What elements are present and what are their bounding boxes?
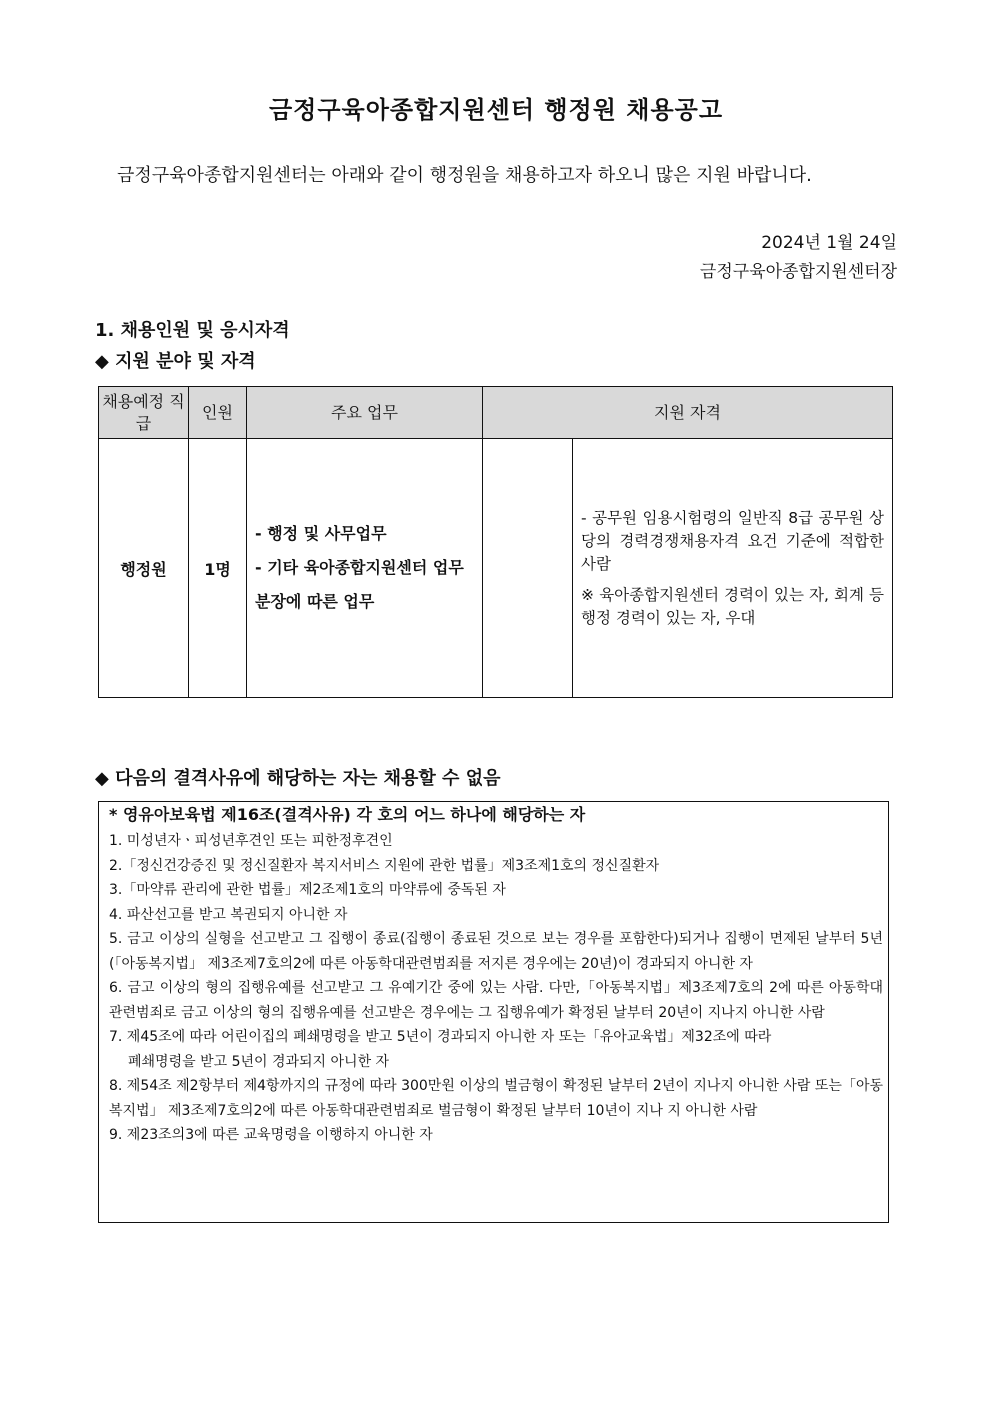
page-title: 금정구육아종합지원센터 행정원 채용공고 [268, 96, 724, 124]
cell-blank [483, 439, 573, 698]
qualification-text: - 공무원 임용시험령의 일반직 8급 공무원 상당의 경력경쟁채용자격 요건 기준에 적합한 사람 [581, 508, 884, 573]
announcement-date: 2024년 1월 24일 [761, 233, 897, 253]
list-item: 8. 제54조 제2항부터 제4항까지의 규정에 따라 300만원 이상의 벌금형이 확정된 날부터 2년이 지나지 아니한 사람 또는「아동복지법」 제3조제7호의2에 따른 아동학대관련범죄로 벌금형이 확정된 날부터 10년이 지나 지 아니한 사람 [109, 1078, 883, 1119]
list-item: 9. 제23조의3에 따른 교육명령을 이행하지 아니한 자 [109, 1127, 433, 1143]
list-item: 폐쇄명령을 받고 5년이 경과되지 아니한 자 [128, 1053, 390, 1070]
header-rank: 채용예정 직급 [99, 387, 189, 439]
duty-item: - 행정 및 사무업무 [255, 524, 387, 543]
cell-qualification [573, 439, 893, 698]
list-item: 5. 금고 이상의 실형을 선고받고 그 집행이 종료(집행이 종료된 것으로 보는 경우를 포함한다)되거나 집행이 면제된 날부터 5년(「아동복지법」 제3조제7호의2에 따른 아동학대관련범죄를 저지른 경우에는 20년)이 경과되지 아니한 자 [109, 931, 883, 972]
subheading-disqualification: ◆ 다음의 결격사유에 해당하는 자는 채용할 수 없음 [95, 768, 501, 789]
organization-name: 금정구육아종합지원센터장 [699, 262, 897, 282]
header-count: 인원 [189, 387, 247, 439]
intro-paragraph: 금정구육아종합지원센터는 아래와 같이 행정원을 채용하고자 하오니 많은 지원 바랍니다. [117, 165, 812, 186]
disqualification-box [98, 801, 889, 1223]
section-heading-recruitment: 1. 채용인원 및 응시자격 [95, 320, 290, 341]
cell-rank: 행정원 [99, 439, 189, 698]
disqualification-list [109, 829, 883, 1148]
subheading-field-qualification: ◆ 지원 분야 및 자격 [95, 351, 256, 372]
header-duties: 주요 업무 [247, 387, 483, 439]
cell-count: 1명 [189, 439, 247, 698]
qualification-note: ※ 육아종합지원센터 경력이 있는 자, 회계 등 행정 경력이 있는 자, 우대 [581, 585, 884, 627]
list-item: 7. 제45조에 따라 어린이집의 폐쇄명령을 받고 5년이 경과되지 아니한 자 또는「유아교육법」제32조에 따라 [109, 1029, 772, 1045]
disqualification-heading: * 영유아보육법 제16조(결격사유) 각 호의 어느 하나에 해당하는 자 [109, 805, 586, 824]
list-item: 6. 금고 이상의 형의 집행유예를 선고받고 그 유예기간 중에 있는 사람. 다만,「아동복지법」제3조제7호의 2에 따른 아동학대관련범죄로 금고 이상의 형의 집행유예를 선고받은 경우에는 그 집행유예가 확정된 날부터 20년이 지나지 아니한 사람 [109, 980, 883, 1021]
list-item: 3.「마약류 관리에 관한 법률」제2조제1호의 마약류에 중독된 자 [109, 882, 506, 898]
table-header-row [99, 387, 893, 439]
list-item: 2.「정신건강증진 및 정신질환자 복지서비스 지원에 관한 법률」제3조제1호의 정신질환자 [109, 857, 660, 874]
recruitment-table [98, 386, 893, 698]
list-item: 4. 파산선고를 받고 복권되지 아니한 자 [109, 906, 348, 923]
cell-duties [247, 439, 483, 698]
table-row [99, 439, 893, 698]
header-qualification: 지원 자격 [483, 387, 893, 439]
list-item: 1. 미성년자ㆍ피성년후견인 또는 피한정후견인 [109, 833, 393, 849]
duty-item: - 기타 육아종합지원센터 업무 분장에 따른 업무 [255, 558, 464, 611]
